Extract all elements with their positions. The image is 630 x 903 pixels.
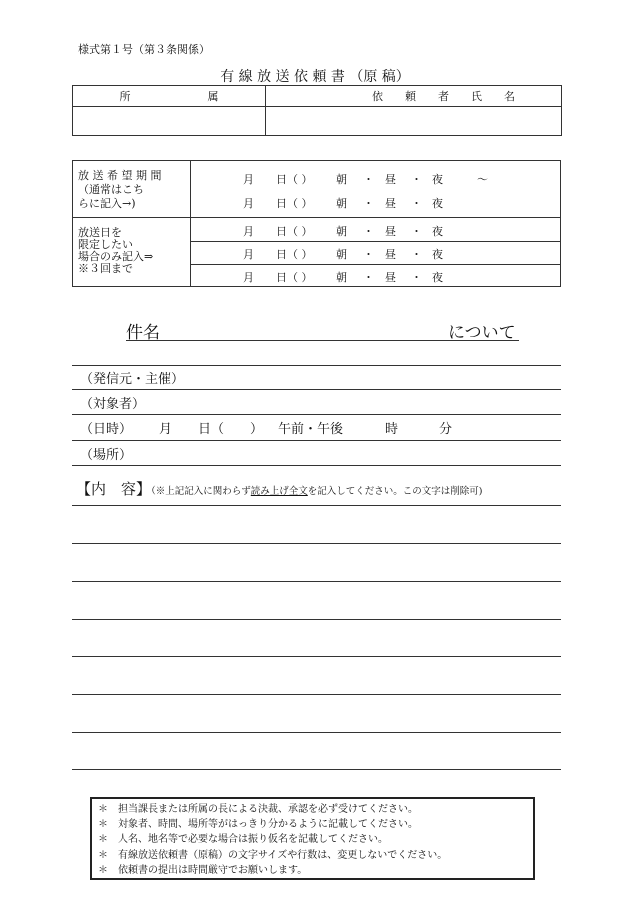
affiliation-field[interactable] [73, 107, 266, 136]
content-line[interactable] [72, 769, 561, 770]
content-line[interactable] [72, 732, 561, 733]
requester-name-field[interactable] [266, 107, 562, 136]
content-heading: 【内 容】 [76, 480, 152, 498]
subject-underline[interactable] [126, 340, 519, 341]
content-line[interactable] [72, 581, 561, 582]
sender-line[interactable] [72, 389, 561, 390]
limited-dates-label: 放送日を 限定したい 場合のみ記入⇒ ※３回まで [78, 226, 154, 275]
content-note-underlined: 読み上げ全文 [250, 486, 308, 497]
place-line[interactable] [72, 465, 561, 466]
content-line[interactable] [72, 694, 561, 695]
desired-period-label: 放 送 希 望 期 間 （通常はこち らに記入→) [78, 169, 162, 210]
note-item: ＊ 対象者、時間、場所等がはっきり分かるように記載してください。 [98, 819, 418, 831]
schedule-row-3[interactable]: 月 日（ ） 朝 ・ 昼 ・ 夜 [243, 225, 443, 238]
notes-box [90, 797, 535, 880]
requester-table [72, 85, 562, 136]
note-item: ＊ 有線放送依頼書（原稿）の文字サイズや行数は、変更しないでください。 [98, 849, 448, 861]
target-line[interactable] [72, 414, 561, 415]
content-line[interactable] [72, 505, 561, 506]
form-number: 様式第１号（第３条関係） [78, 43, 210, 56]
tilde-mark: ～ [477, 173, 488, 186]
schedule-row-4[interactable]: 月 日（ ） 朝 ・ 昼 ・ 夜 [243, 248, 443, 261]
datetime-row[interactable]: （日時） 月 日（ ） 午前・午後 時 分 [80, 422, 453, 437]
content-line[interactable] [72, 619, 561, 620]
content-line[interactable] [72, 656, 561, 657]
sender-label: （発信元・主催） [80, 372, 185, 387]
place-label: （場所） [80, 448, 133, 463]
content-note-prefix: （※上記記入に関わらず [151, 486, 251, 497]
note-item: ＊ 担当課長または所属の長による決裁、承認を必ず受けてください。 [98, 804, 418, 815]
note-item: ＊ 依頼書の提出は時間厳守でお願いします。 [98, 864, 308, 876]
requester-name-header: 依 頼 者 氏 名 [266, 86, 562, 107]
note-item: ＊ 人名、地名等で必要な場合は振り仮名を記載してください。 [98, 834, 388, 846]
page-title: 有 線 放 送 依 頼 書 （原 稿） [220, 69, 410, 85]
schedule-row-1[interactable]: 月 日（ ） 朝 ・ 昼 ・ 夜 ～ [243, 173, 488, 186]
subject-suffix: について [448, 323, 516, 343]
schedule-row-5[interactable]: 月 日（ ） 朝 ・ 昼 ・ 夜 [243, 271, 443, 284]
target-label: （対象者） [80, 397, 146, 412]
schedule-row-2[interactable]: 月 日（ ） 朝 ・ 昼 ・ 夜 [243, 197, 443, 210]
schedule-table [72, 160, 561, 287]
content-note-suffix: を記入してください。この文字は削除可) [307, 486, 483, 497]
content-heading-row [76, 478, 483, 499]
affiliation-header: 所 属 [73, 86, 266, 107]
content-line[interactable] [72, 543, 561, 544]
subject-label: 件名 [126, 323, 160, 343]
